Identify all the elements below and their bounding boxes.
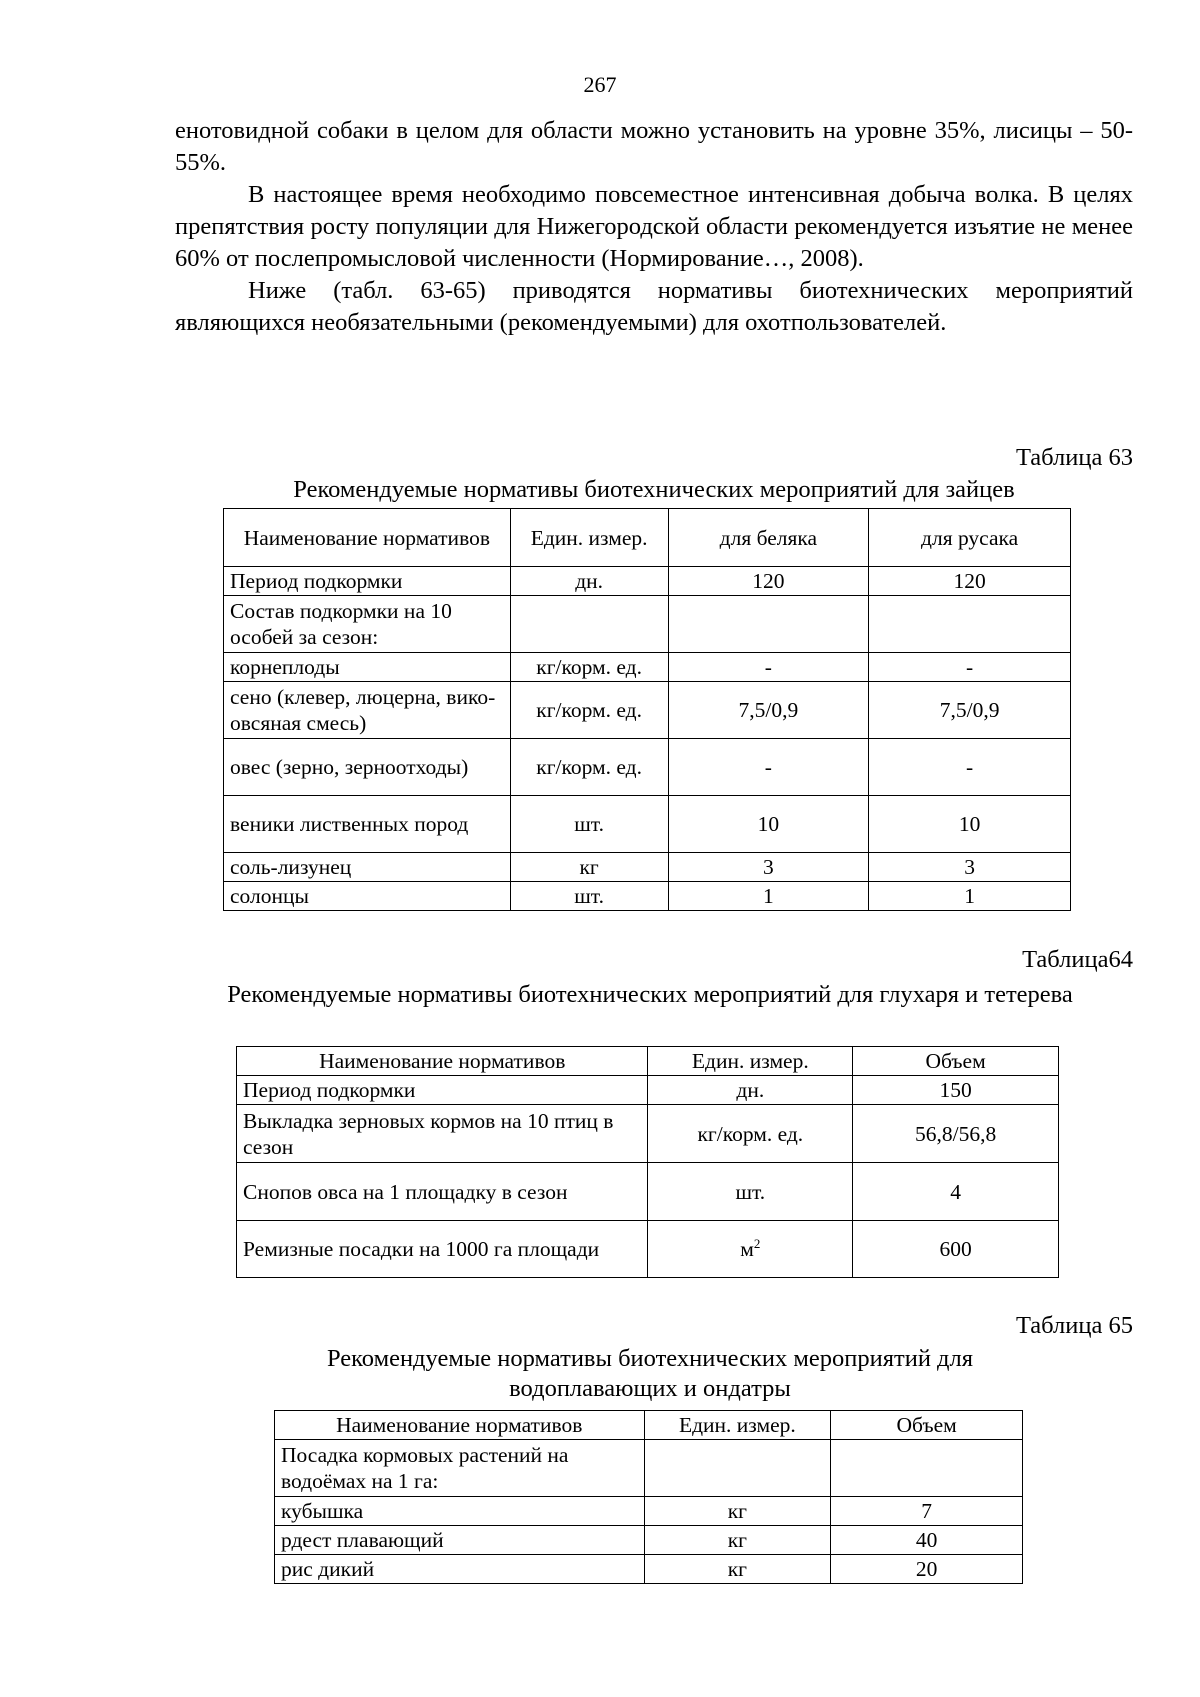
table-cell: шт. (510, 796, 668, 853)
table-cell: 600 (853, 1221, 1059, 1278)
table-64 (236, 1046, 1059, 1278)
table-row (224, 596, 1071, 653)
table-cell: шт. (510, 882, 668, 911)
table-cell (668, 596, 869, 653)
table-cell: кг/корм. ед. (510, 739, 668, 796)
table-cell: 7 (831, 1497, 1023, 1526)
table-cell: 150 (853, 1076, 1059, 1105)
table-cell: рдест плавающий (275, 1526, 645, 1555)
table-row (224, 739, 1071, 796)
table-cell: шт. (648, 1163, 853, 1221)
table-cell: Посадка кормовых растений на водоёмах на 1 га: (275, 1440, 645, 1497)
table-cell: 3 (869, 853, 1071, 882)
table-cell: кг/корм. ед. (648, 1105, 853, 1163)
table-row (275, 1526, 1023, 1555)
table-cell: - (869, 739, 1071, 796)
body-text (175, 115, 1133, 339)
table-row (275, 1555, 1023, 1584)
table-cell: 3 (668, 853, 869, 882)
table-cell: рис дикий (275, 1555, 645, 1584)
table-cell: кг (644, 1497, 831, 1526)
table-title: Рекомендуемые нормативы биотехнических мероприятий для водоплавающих и ондатры (326, 1345, 974, 1402)
table-row (224, 853, 1071, 882)
paragraph: Ниже (табл. 63-65) приводятся нормативы биотехнических мероприятий являющихся необязательными (рекомендуемыми) для охотпользователей. (175, 277, 1133, 336)
table-row (224, 882, 1071, 911)
table-63 (223, 508, 1071, 911)
table-cell (831, 1440, 1023, 1497)
table-cell: 56,8/56,8 (853, 1105, 1059, 1163)
column-header: Наименование нормативов (224, 509, 511, 567)
table-label: Таблица 63 (1015, 444, 1133, 471)
table-cell: Выкладка зерновых кормов на 10 птиц в сезон (237, 1105, 648, 1163)
unit-superscript: 2 (753, 1235, 761, 1251)
table-row (237, 1163, 1059, 1221)
table-cell: 10 (869, 796, 1071, 853)
table-cell (869, 596, 1071, 653)
paragraph: В настоящее время необходимо повсеместное интенсивная добыча волка. В целях препятствия росту популяции для Нижегородской области рекомендуется изъятие не менее 60% от послепромысловой численности (Нормирование…, 2008). (175, 181, 1133, 272)
table-label: Таблица64 (1022, 946, 1133, 973)
table-cell: 1 (869, 882, 1071, 911)
table-cell: кг (510, 853, 668, 882)
table-title: Рекомендуемые нормативы биотехнических мероприятий для зайцев (293, 476, 1015, 503)
column-header: Наименование нормативов (275, 1411, 645, 1440)
table-cell (644, 1440, 831, 1497)
table-cell: 40 (831, 1526, 1023, 1555)
table-cell: 4 (853, 1163, 1059, 1221)
table-row (275, 1440, 1023, 1497)
table-cell: 7,5/0,9 (869, 682, 1071, 739)
table-cell: Ремизные посадки на 1000 га площади (237, 1221, 648, 1278)
table-cell: кг/корм. ед. (510, 653, 668, 682)
table-cell: - (668, 653, 869, 682)
table-cell: дн. (510, 567, 668, 596)
table-cell: 10 (668, 796, 869, 853)
table-cell: соль-лизунец (224, 853, 511, 882)
table-cell (510, 596, 668, 653)
table-row (224, 682, 1071, 739)
table-title: Рекомендуемые нормативы биотехнических мероприятий для глухаря и тетерева (227, 981, 1073, 1008)
table-cell: Период подкормки (224, 567, 511, 596)
table-row (224, 796, 1071, 853)
table-cell: - (869, 653, 1071, 682)
table-cell: веники лиственных пород (224, 796, 511, 853)
table-cell: 20 (831, 1555, 1023, 1584)
unit-text: м (740, 1237, 754, 1261)
table-cell: 120 (869, 567, 1071, 596)
table-cell: Снопов овса на 1 площадку в сезон (237, 1163, 648, 1221)
column-header: Един. измер. (644, 1411, 831, 1440)
table-row (237, 1221, 1059, 1278)
table-cell: кг (644, 1526, 831, 1555)
table-cell: 120 (668, 567, 869, 596)
table-row (224, 567, 1071, 596)
table-cell: кг (644, 1555, 831, 1584)
table-cell: корнеплоды (224, 653, 511, 682)
table-cell: кубышка (275, 1497, 645, 1526)
table-label: Таблица 65 (1015, 1312, 1133, 1339)
table-cell: солонцы (224, 882, 511, 911)
column-header: Объем (853, 1047, 1059, 1076)
table-cell: дн. (648, 1076, 853, 1105)
table-cell: - (668, 739, 869, 796)
column-header: для русака (869, 509, 1071, 567)
table-row (237, 1076, 1059, 1105)
table-cell: Период подкормки (237, 1076, 648, 1105)
column-header: Един. измер. (510, 509, 668, 567)
table-cell: овес (зерно, зерноотходы) (224, 739, 511, 796)
table-65 (274, 1410, 1023, 1584)
table-cell: кг/корм. ед. (510, 682, 668, 739)
column-header: Един. измер. (648, 1047, 853, 1076)
table-row (275, 1497, 1023, 1526)
table-cell: Состав подкормки на 10 особей за сезон: (224, 596, 511, 653)
table-cell (648, 1221, 853, 1278)
table-cell: 7,5/0,9 (668, 682, 869, 739)
paragraph: енотовидной собаки в целом для области можно установить на уровне 35%, лисицы – 50-55%. (175, 117, 1133, 176)
table-row (237, 1105, 1059, 1163)
table-cell: сено (клевер, люцерна, вико-овсяная смесь) (224, 682, 511, 739)
column-header: Наименование нормативов (237, 1047, 648, 1076)
page-number: 267 (583, 72, 617, 97)
column-header: Объем (831, 1411, 1023, 1440)
table-row (224, 653, 1071, 682)
column-header: для беляка (668, 509, 869, 567)
table-cell: 1 (668, 882, 869, 911)
